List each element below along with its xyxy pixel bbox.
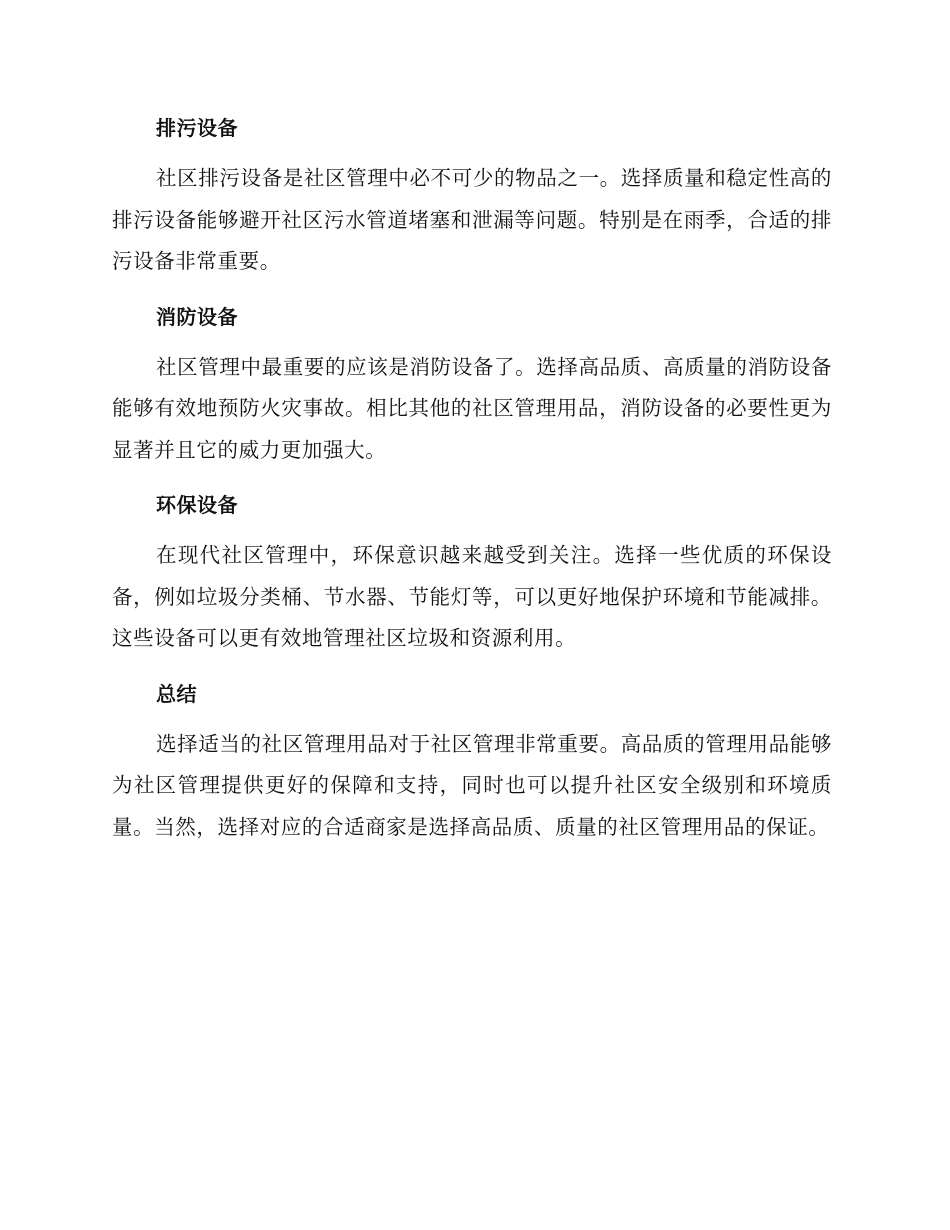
section-summary: [112, 674, 832, 849]
section-heading: 消防设备: [156, 304, 238, 329]
section-fire-equipment: [112, 297, 832, 472]
document-content: [112, 108, 832, 862]
section-paragraph: 选择适当的社区管理用品对于社区管理非常重要。高品质的管理用品能够为社区管理提供更好的保障和支持，同时也可以提升社区安全级别和环境质量。当然，选择对应的合适商家是选择高品质、质量的社区管理用品的保证。: [112, 731, 832, 839]
section-drainage-equipment: [112, 108, 832, 283]
section-heading: 排污设备: [156, 116, 238, 140]
section-heading: 总结: [156, 681, 197, 706]
section-paragraph: 在现代社区管理中，环保意识越来越受到关注。选择一些优质的环保设备，例如垃圾分类桶、节水器、节能灯等，可以更好地保护环境和节能减排。这些设备可以更有效地管理社区垃圾和资源利用。: [112, 543, 832, 650]
section-paragraph: 社区管理中最重要的应该是消防设备了。选择高品质、高质量的消防设备能够有效地预防火灾事故。相比其他的社区管理用品，消防设备的必要性更为显著并且它的威力更加强大。: [112, 354, 832, 462]
section-environmental-equipment: [112, 485, 832, 660]
section-heading: 环保设备: [156, 493, 238, 517]
section-paragraph: 社区排污设备是社区管理中必不可少的物品之一。选择质量和稳定性高的排污设备能够避开社区污水管道堵塞和泄漏等问题。特别是在雨季，合适的排污设备非常重要。: [112, 166, 832, 273]
